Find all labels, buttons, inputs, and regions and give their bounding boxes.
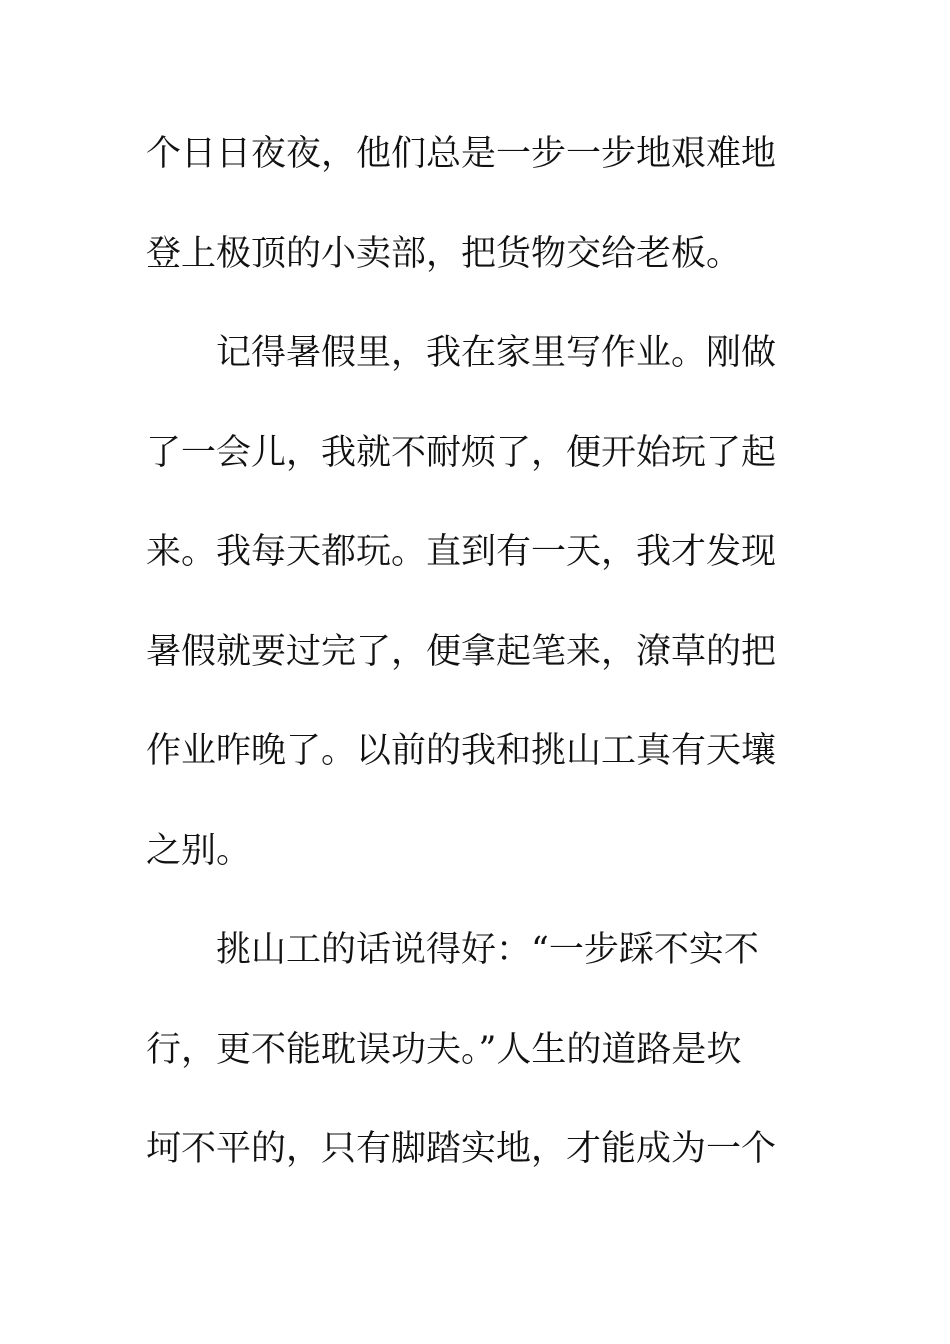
text-line: 坷不平的，只有脚踏实地，才能成为一个 — [146, 1129, 777, 1169]
text-line: 暑假就要过完了，便拿起笔来，潦草的把 — [146, 631, 777, 672]
text-line: 了一会儿，我就不耐烦了，便开始玩了起 — [146, 432, 777, 473]
paragraph-start-line: 记得暑假里，我在家里写作业。刚做 — [216, 333, 777, 373]
paragraph-start-line: 挑山工的话说得好：“一步踩不实不 — [216, 930, 759, 970]
text-line: 作业昨晚了。以前的我和挑山工真有天壤 — [146, 731, 777, 771]
text-line: 登上极顶的小卖部，把货物交给老板。 — [146, 233, 742, 274]
text-line: 个日日夜夜，他们总是一步一步地艰难地 — [146, 134, 777, 174]
article-body — [146, 128, 786, 1223]
text-line: 之别。 — [146, 830, 252, 871]
text-line: 行，更不能耽误功夫。”人生的道路是坎 — [146, 1029, 742, 1070]
text-line: 来。我每天都玩。直到有一天，我才发现 — [146, 532, 777, 572]
